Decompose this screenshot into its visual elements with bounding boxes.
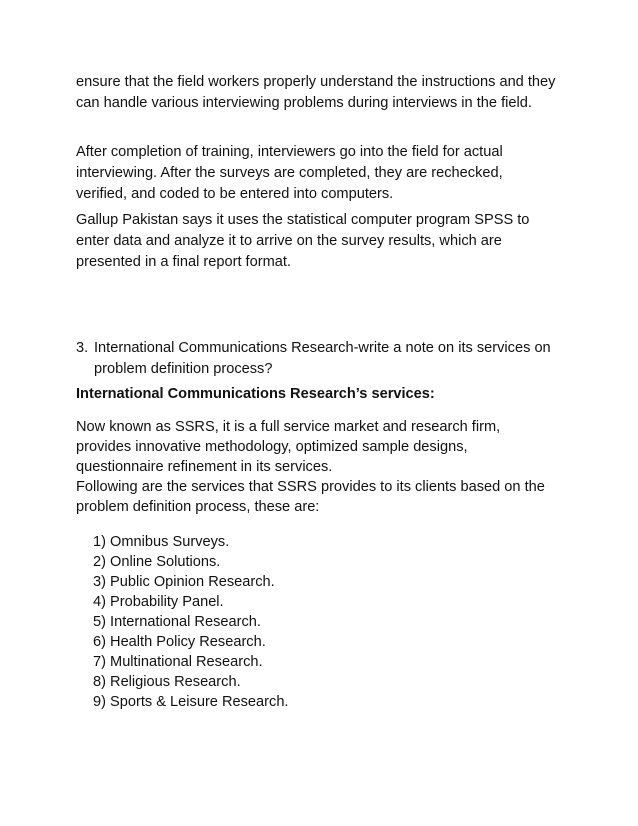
list-item: 8) Religious Research. (93, 674, 241, 690)
paragraph-field-workers: ensure that the field workers properly understand the instructions and they can handle various interviewing problems during interviews in the field. (76, 74, 556, 111)
paragraph-after-training: After completion of training, interviewers go into the field for actual interviewing. After the surveys are completed, they are rechecked, verified, and coded to be entered into computers. (76, 144, 503, 202)
list-item: 6) Health Policy Research. (93, 634, 266, 650)
services-list (93, 532, 288, 712)
list-item: 3) Public Opinion Research. (93, 574, 275, 590)
list-item: 1) Omnibus Surveys. (93, 534, 230, 550)
question-number: 3. (76, 340, 89, 356)
list-item: 4) Probability Panel. (93, 594, 224, 610)
question-text: International Communications Research-write a note on its services on problem definition process? (94, 340, 551, 377)
section-heading: International Communications Research’s services: (76, 386, 435, 402)
question-3 (76, 338, 556, 380)
intro-ssrs: Now known as SSRS, it is a full service market and research firm, provides innovative methodology, optimized sample designs, questionnaire refinement in its services. (76, 419, 501, 475)
paragraph-gallup-spss: Gallup Pakistan says it uses the statistical computer program SPSS to enter data and analyze it to arrive on the survey results, which are presented in a final report format. (76, 212, 530, 270)
list-item: 2) Online Solutions. (93, 554, 221, 570)
list-item: 7) Multinational Research. (93, 654, 263, 670)
list-item: 9) Sports & Leisure Research. (93, 694, 289, 710)
list-item: 5) International Research. (93, 614, 261, 630)
section-intro (76, 417, 556, 517)
intro-following: Following are the services that SSRS provides to its clients based on the problem definition process, these are: (76, 479, 545, 515)
